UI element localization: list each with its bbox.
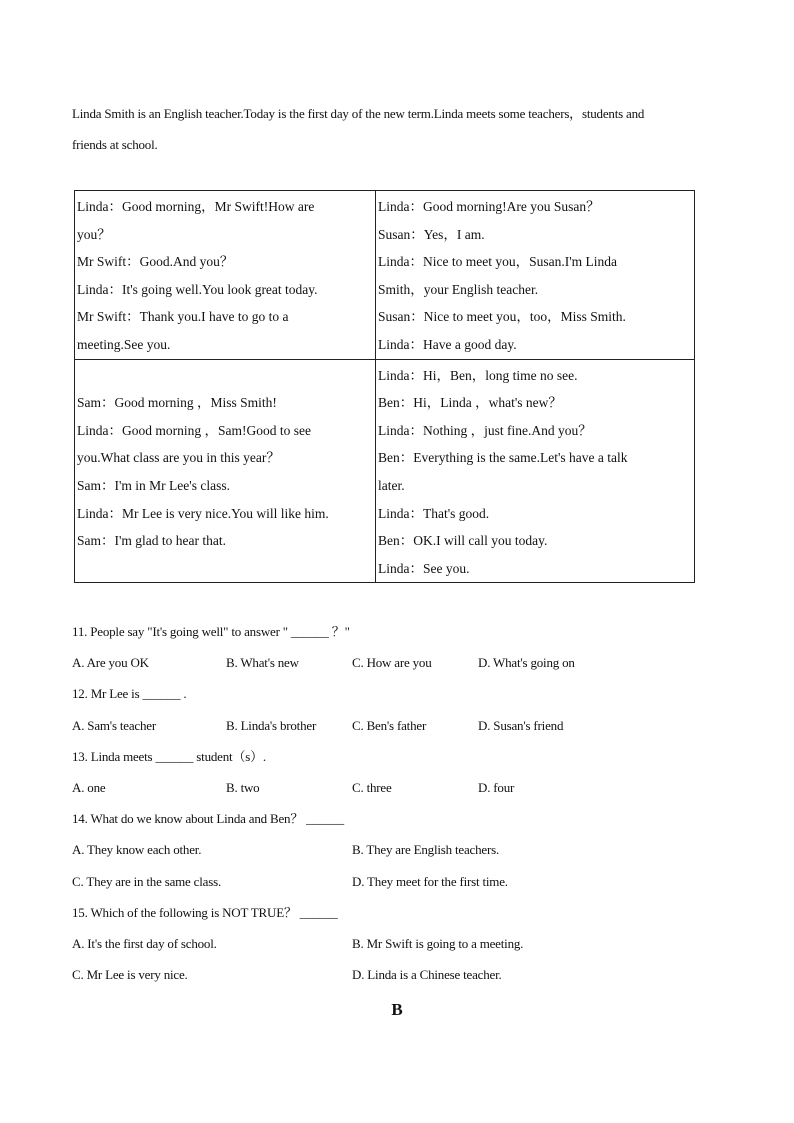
option-row <box>72 928 732 959</box>
option-c: C. How are you <box>352 655 432 671</box>
dialogue-line: Linda：Hi，Ben，long time no see. <box>378 367 578 383</box>
question-stem: 12. Mr Lee is ______ . <box>72 686 187 702</box>
dialogue-line: Linda：Have a good day. <box>378 336 517 352</box>
question-stem: 11. People say "It's going well" to answer " ______ ？" <box>72 624 350 639</box>
option-row <box>72 647 732 678</box>
dialogue-line: meeting.See you. <box>77 336 171 352</box>
dialogue-line: Linda：Good morning!Are you Susan？ <box>378 199 600 214</box>
dialogue-line: later. <box>378 477 405 493</box>
option-c: C. Ben's father <box>352 717 427 733</box>
dialogue-row-1 <box>75 191 695 360</box>
dialogue-line: Smith，your English teacher. <box>378 281 539 297</box>
option-b: B. Linda's brother <box>226 717 317 733</box>
section-heading-b: B <box>391 1000 403 1019</box>
dialogue-line: Sam：I'm glad to hear that. <box>77 533 227 549</box>
dialogue-line: Linda：Good morning，Mr Swift!How are <box>77 199 315 214</box>
option-row <box>72 834 732 865</box>
question-list <box>72 616 732 990</box>
dialogue-line: Mr Swift：Good.And you？ <box>77 254 234 270</box>
option-d: D. four <box>478 779 515 795</box>
option-c: C. three <box>352 779 392 795</box>
option-b: B. What's new <box>226 655 299 671</box>
question-stem: 14. What do we know about Linda and Ben？ ______ <box>72 811 344 827</box>
option-a: A. Sam's teacher <box>72 717 156 733</box>
option-d: D. Linda is a Chinese teacher. <box>352 967 502 983</box>
question-stem: 15. Which of the following is NOT TRUE？ ______ <box>72 904 338 920</box>
option-d: D. Susan's friend <box>478 717 564 733</box>
dialogue-line: Susan：Yes，I am. <box>378 226 485 242</box>
option-row <box>72 959 732 990</box>
cell-spacer <box>77 362 373 390</box>
intro-line-2: friends at school. <box>72 137 158 152</box>
option-row <box>72 710 732 741</box>
dialogue-sam-linda <box>75 359 376 583</box>
option-c: C. Mr Lee is very nice. <box>72 967 188 983</box>
dialogue-line: Linda：Mr Lee is very nice.You will like him. <box>77 505 329 521</box>
dialogue-line: Sam：I'm in Mr Lee's class. <box>77 477 230 493</box>
dialogue-row-2 <box>75 359 695 583</box>
dialogue-line: Linda：Good morning ，Sam!Good to see <box>77 422 311 438</box>
dialogue-line: Linda：Nice to meet you，Susan.I'm Linda <box>378 254 618 270</box>
option-row <box>72 866 732 897</box>
dialogue-line: you.What class are you in this year？ <box>77 450 280 466</box>
option-row <box>72 772 732 803</box>
dialogue-line: Ben：OK.I will call you today. <box>378 533 548 549</box>
option-a: A. They know each other. <box>72 842 202 858</box>
option-b: B. Mr Swift is going to a meeting. <box>352 935 524 951</box>
dialogue-line: Ben：Hi，Linda ，what's new？ <box>378 395 562 411</box>
dialogue-linda-mr-swift <box>75 191 376 360</box>
dialogue-line: you？ <box>77 226 111 242</box>
question-stem: 13. Linda meets ______ student（s）. <box>72 748 266 764</box>
option-b: B. two <box>226 779 260 795</box>
option-a: A. one <box>72 779 106 795</box>
dialogue-line: Linda：See you. <box>378 560 470 576</box>
intro-paragraph <box>72 98 732 160</box>
dialogue-line: Susan：Nice to meet you，too，Miss Smith. <box>378 309 626 325</box>
dialogue-table <box>74 190 695 583</box>
dialogue-line: Sam：Good morning ，Miss Smith! <box>77 395 277 411</box>
option-a: A. It's the first day of school. <box>72 935 217 951</box>
dialogue-line: Mr Swift：Thank you.I have to go to a <box>77 309 289 325</box>
dialogue-line: Linda：Nothing ，just fine.And you？ <box>378 422 592 438</box>
option-c: C. They are in the same class. <box>72 873 221 889</box>
option-a: A. Are you OK <box>72 655 149 671</box>
dialogue-linda-ben <box>376 359 695 583</box>
dialogue-line: Linda：It's going well.You look great today. <box>77 281 318 297</box>
intro-line-1: Linda Smith is an English teacher.Today is the first day of the new term.Linda meets some teachers，students and <box>72 106 645 121</box>
dialogue-line: Linda：That's good. <box>378 505 490 521</box>
dialogue-line: Ben：Everything is the same.Let's have a talk <box>378 450 628 466</box>
option-d: D. What's going on <box>478 655 575 671</box>
option-d: D. They meet for the first time. <box>352 873 508 889</box>
dialogue-linda-susan <box>376 191 695 360</box>
option-b: B. They are English teachers. <box>352 842 500 858</box>
